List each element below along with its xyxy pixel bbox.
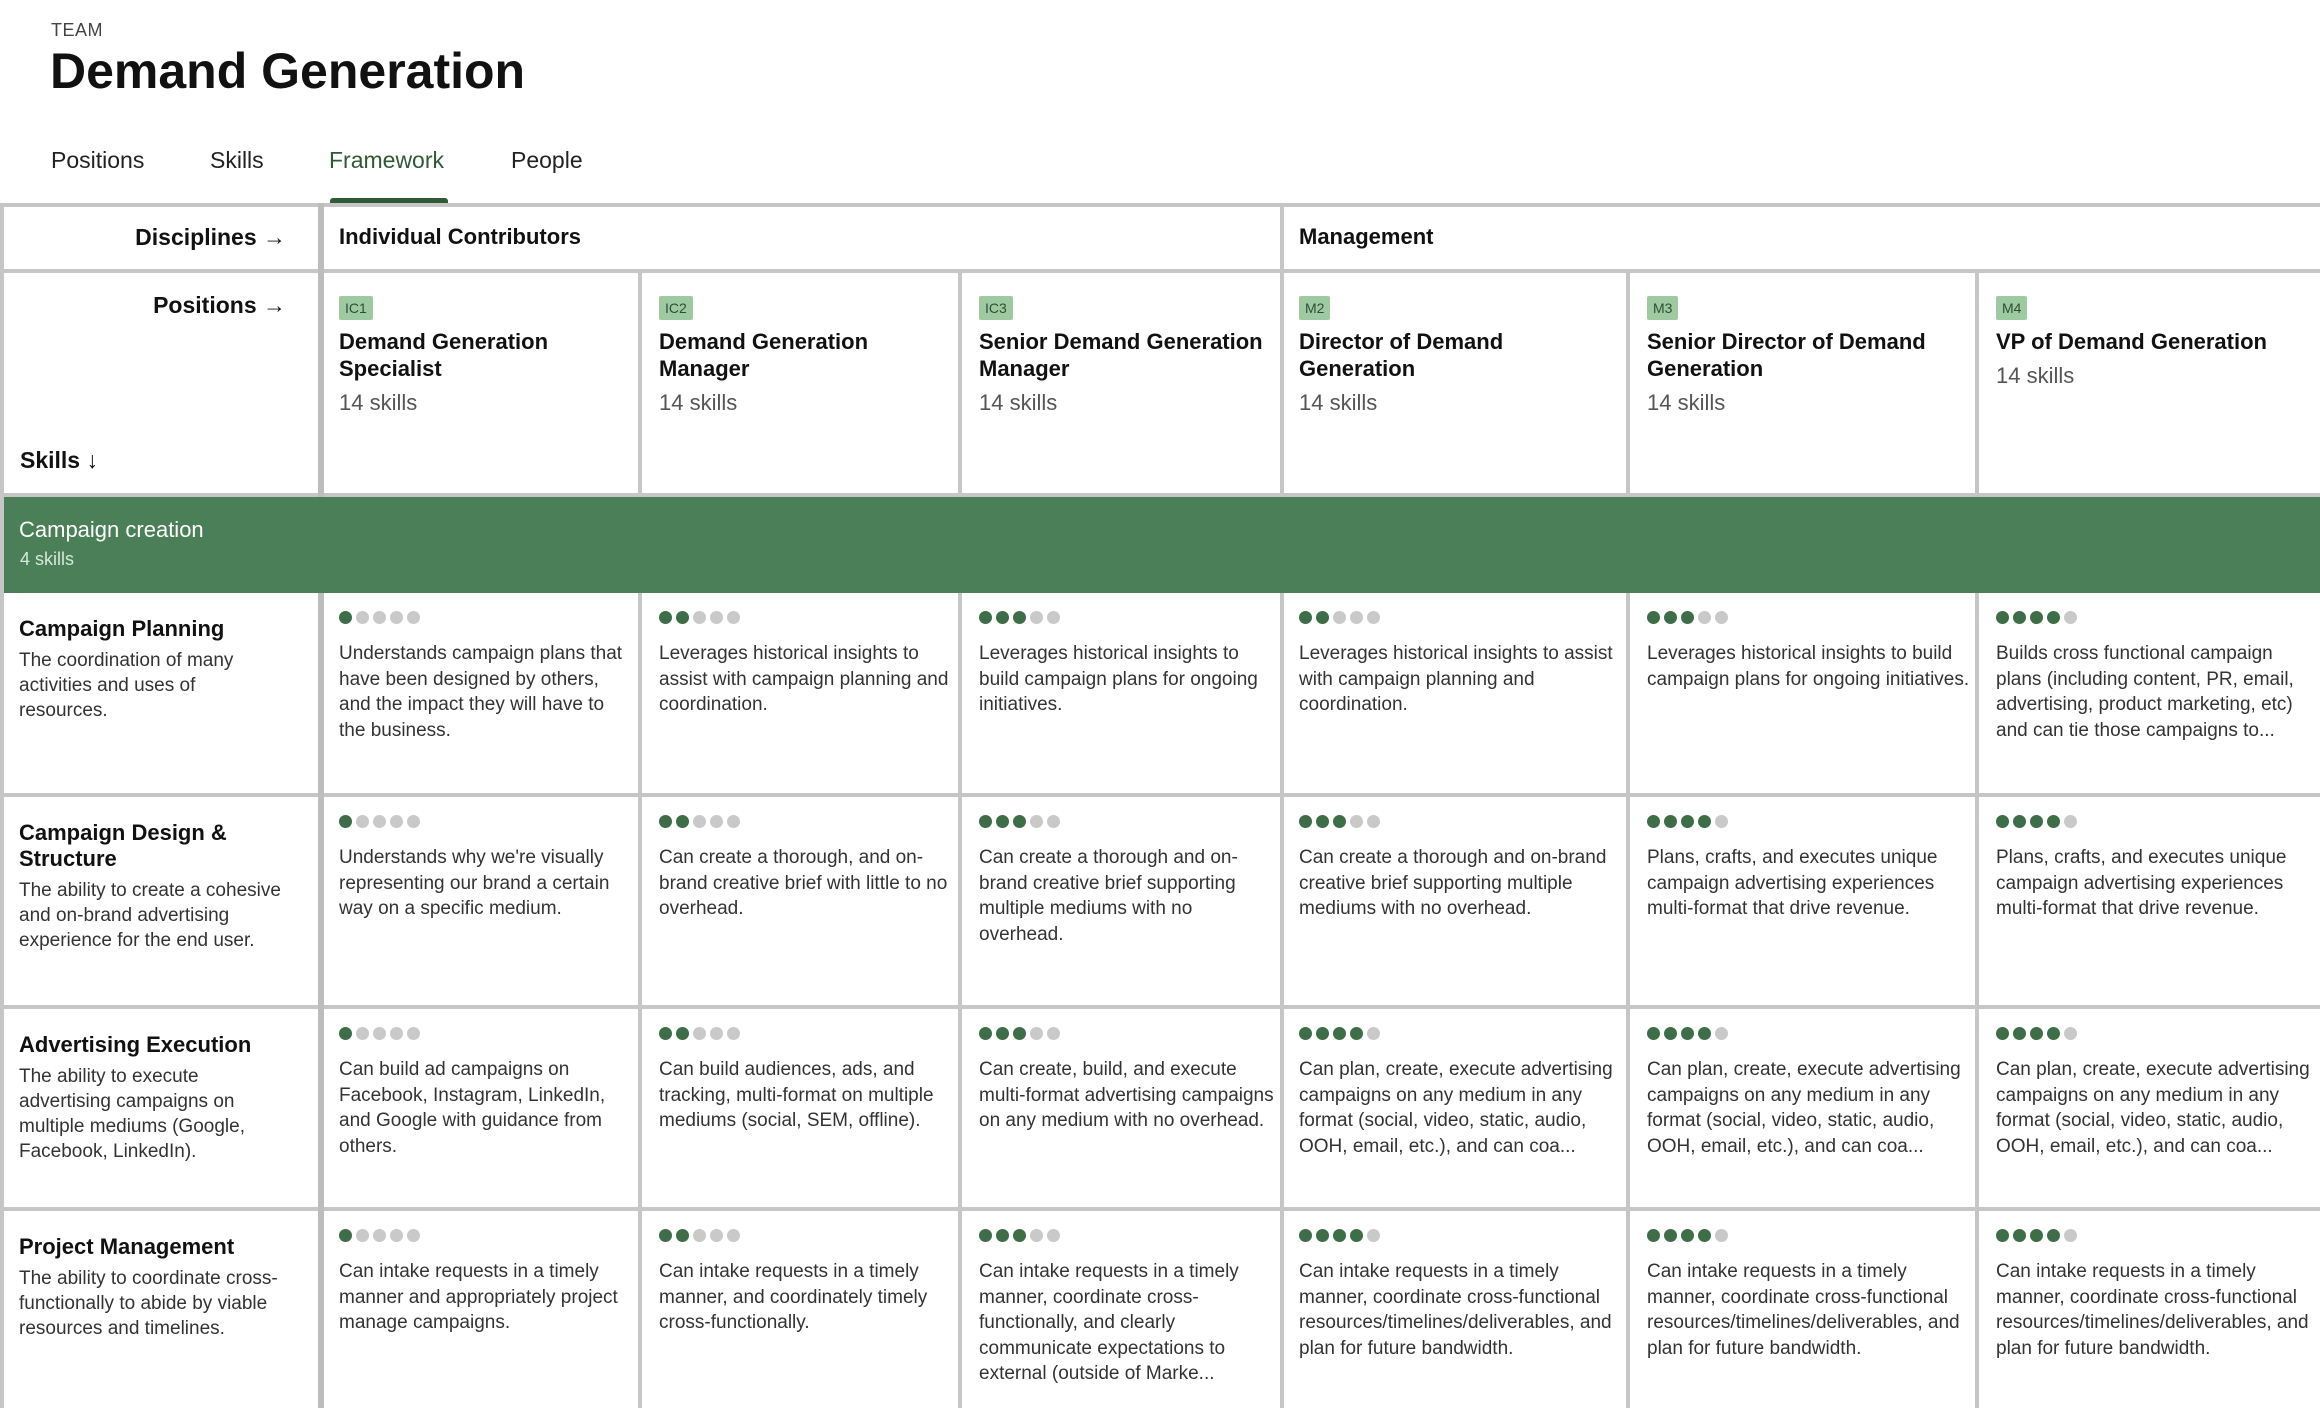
level-dots: [339, 1229, 635, 1245]
skill-row-header[interactable]: [19, 1032, 281, 1204]
level-dot-icon: [979, 1229, 992, 1242]
level-dot-icon: [1333, 1229, 1346, 1242]
level-dot-icon: [1996, 1027, 2009, 1040]
level-description: Can create, build, and execute multi-format advertising campaigns on any medium with no overhead.: [979, 1059, 1274, 1131]
position-header[interactable]: [979, 296, 1269, 476]
level-dots: [979, 611, 1275, 627]
grid-divider: [958, 593, 962, 1408]
level-dot-icon: [1030, 611, 1043, 624]
page-title: Demand Generation: [50, 43, 526, 99]
level-dot-icon: [1350, 611, 1363, 624]
level-dot-icon: [727, 1027, 740, 1040]
level-dot-icon: [1647, 1027, 1660, 1040]
level-description: Can intake requests in a timely manner, coordinate cross-functionally, and clearly communicate expectations to external (outside of Marke...: [979, 1261, 1239, 1384]
level-dot-icon: [2013, 1027, 2026, 1040]
level-dot-icon: [659, 815, 672, 828]
skill-level-cell[interactable]: [659, 611, 955, 789]
level-dot-icon: [2047, 815, 2060, 828]
level-description: Can build audiences, ads, and tracking, multi-format on multiple mediums (social, SEM, offline).: [659, 1059, 934, 1131]
level-dot-icon: [710, 815, 723, 828]
skill-name: Campaign Design & Structure: [19, 820, 227, 871]
level-dot-icon: [693, 611, 706, 624]
level-dot-icon: [1350, 815, 1363, 828]
level-dots: [1299, 1229, 1623, 1245]
skill-level-cell[interactable]: [1647, 1027, 1972, 1203]
position-skill-count: 14 skills: [339, 390, 418, 415]
grid-divider: [0, 1005, 2320, 1009]
position-skill-count: 14 skills: [659, 390, 738, 415]
level-dots: [979, 1027, 1275, 1043]
level-dot-icon: [1013, 611, 1026, 624]
level-dot-icon: [1698, 1229, 1711, 1242]
level-dot-icon: [1367, 815, 1380, 828]
level-dot-icon: [1698, 815, 1711, 828]
level-dot-icon: [1350, 1027, 1363, 1040]
level-dot-icon: [2047, 1027, 2060, 1040]
position-badge: M2: [1299, 296, 1330, 320]
level-dots: [979, 815, 1275, 831]
level-dot-icon: [339, 1027, 352, 1040]
skill-level-cell[interactable]: [659, 815, 955, 1001]
level-dot-icon: [1367, 1027, 1380, 1040]
level-dot-icon: [373, 815, 386, 828]
level-dots: [659, 815, 955, 831]
level-dot-icon: [676, 1027, 689, 1040]
level-dot-icon: [2030, 611, 2043, 624]
level-dot-icon: [710, 1027, 723, 1040]
level-description: Can intake requests in a timely manner and appropriately project manage campaigns.: [339, 1261, 618, 1333]
level-dot-icon: [1316, 815, 1329, 828]
position-badge: M4: [1996, 296, 2027, 320]
level-dot-icon: [710, 611, 723, 624]
level-dot-icon: [356, 1027, 369, 1040]
page-header: [0, 0, 2320, 204]
skill-description: The ability to create a cohesive and on-brand advertising experience for the end user.: [19, 880, 281, 951]
skill-level-cell[interactable]: [1647, 1229, 1972, 1407]
level-description: Plans, crafts, and executes unique campaign advertising experiences multi-format that drive revenue.: [1647, 847, 1938, 919]
level-dot-icon: [1698, 1027, 1711, 1040]
level-dot-icon: [2030, 1229, 2043, 1242]
level-dot-icon: [659, 611, 672, 624]
level-dots: [1996, 1027, 2317, 1043]
level-description: Can intake requests in a timely manner, coordinate cross-functional resources/timelines/deliverables, and plan for future bandwidth.: [1299, 1261, 1612, 1359]
level-dot-icon: [2013, 611, 2026, 624]
level-description: Understands why we're visually representing our brand a certain way on a specific medium.: [339, 847, 610, 919]
level-dot-icon: [373, 1229, 386, 1242]
level-dot-icon: [1047, 815, 1060, 828]
level-dot-icon: [1030, 1027, 1043, 1040]
level-dot-icon: [407, 611, 420, 624]
level-description: Leverages historical insights to assist with campaign planning and coordination.: [659, 643, 949, 715]
skill-level-cell[interactable]: [339, 815, 635, 1001]
level-dot-icon: [1681, 1027, 1694, 1040]
skill-group-count: 4 skills: [20, 549, 75, 569]
level-dot-icon: [1333, 1027, 1346, 1040]
grid-divider: [1280, 269, 1284, 497]
team-label: TEAM: [51, 20, 104, 40]
level-dot-icon: [1681, 815, 1694, 828]
level-dot-icon: [390, 1027, 403, 1040]
level-dots: [1996, 1229, 2317, 1245]
level-dot-icon: [2064, 611, 2077, 624]
skill-row-header[interactable]: [19, 616, 281, 790]
level-description: Leverages historical insights to build campaign plans for ongoing initiatives.: [979, 643, 1258, 715]
level-dot-icon: [390, 1229, 403, 1242]
position-skill-count: 14 skills: [1299, 390, 1378, 415]
skill-level-cell[interactable]: [659, 1229, 955, 1407]
position-header[interactable]: [1996, 296, 2311, 476]
positions-axis-label: Positions →: [153, 292, 286, 318]
level-dot-icon: [1664, 611, 1677, 624]
grid-divider: [1975, 269, 1979, 497]
tab-people[interactable]: People: [511, 147, 583, 173]
position-skill-count: 14 skills: [979, 390, 1058, 415]
skill-level-cell[interactable]: [659, 1027, 955, 1203]
level-dot-icon: [996, 815, 1009, 828]
level-dot-icon: [1316, 1027, 1329, 1040]
position-title: Senior Director of Demand Generation: [1647, 329, 1926, 381]
level-dots: [659, 1027, 955, 1043]
position-title: Senior Demand Generation Manager: [979, 329, 1263, 381]
grid-divider: [0, 203, 4, 1408]
level-dot-icon: [373, 611, 386, 624]
grid-divider: [318, 203, 324, 497]
position-header[interactable]: [1647, 296, 1966, 476]
grid-divider: [958, 269, 962, 497]
level-dot-icon: [2013, 815, 2026, 828]
position-badge: IC3: [979, 296, 1013, 320]
skill-level-cell[interactable]: [1647, 611, 1972, 789]
level-description: Understands campaign plans that have been designed by others, and the impact they will have to the business.: [339, 643, 623, 741]
level-dot-icon: [1367, 1229, 1380, 1242]
position-skill-count: 14 skills: [1647, 390, 1726, 415]
level-dot-icon: [1013, 1027, 1026, 1040]
level-dots: [339, 815, 635, 831]
level-dot-icon: [1698, 611, 1711, 624]
level-dots: [339, 1027, 635, 1043]
level-dot-icon: [2030, 815, 2043, 828]
grid-divider: [1626, 593, 1630, 1408]
grid-divider: [318, 593, 324, 1408]
position-badge: IC2: [659, 296, 693, 320]
level-dot-icon: [676, 815, 689, 828]
level-description: Builds cross functional campaign plans (including content, PR, email, advertising, product marketing, etc) and can tie those campaigns to...: [1996, 643, 2294, 741]
level-dot-icon: [1316, 1229, 1329, 1242]
level-dot-icon: [979, 1027, 992, 1040]
level-dot-icon: [1715, 1027, 1728, 1040]
level-dot-icon: [1715, 815, 1728, 828]
skill-name: Campaign Planning: [19, 616, 225, 641]
skill-level-cell[interactable]: [979, 1229, 1275, 1407]
position-header[interactable]: [339, 296, 629, 476]
level-description: Can create a thorough, and on-brand creative brief with little to no overhead.: [659, 847, 948, 919]
skill-level-cell[interactable]: [1299, 611, 1623, 789]
level-dot-icon: [1030, 815, 1043, 828]
level-dot-icon: [2064, 815, 2077, 828]
position-title: Demand Generation Specialist: [339, 329, 549, 381]
level-dot-icon: [339, 1229, 352, 1242]
position-title: Demand Generation Manager: [659, 329, 869, 381]
tab-skills[interactable]: Skills: [210, 147, 264, 173]
skill-row-header[interactable]: [19, 820, 281, 1002]
skill-level-cell[interactable]: [1996, 1229, 2317, 1407]
level-dots: [1299, 1027, 1623, 1043]
position-skill-count: 14 skills: [1996, 363, 2075, 388]
level-dot-icon: [1647, 815, 1660, 828]
position-title: VP of Demand Generation: [1996, 329, 2267, 354]
skill-description: The ability to coordinate cross-functionally to abide by viable resources and timelines.: [19, 1268, 278, 1339]
level-description: Can build ad campaigns on Facebook, Instagram, LinkedIn, and Google with guidance from others.: [339, 1059, 606, 1157]
level-dot-icon: [390, 815, 403, 828]
skill-level-cell[interactable]: [1647, 815, 1972, 1001]
level-dot-icon: [693, 815, 706, 828]
level-dot-icon: [1047, 1229, 1060, 1242]
level-dot-icon: [2030, 1027, 2043, 1040]
skill-name: Project Management: [19, 1234, 235, 1259]
level-dot-icon: [1047, 1027, 1060, 1040]
level-dot-icon: [1299, 1229, 1312, 1242]
grid-divider: [1975, 593, 1979, 1408]
level-dot-icon: [1013, 815, 1026, 828]
level-dots: [1647, 611, 1972, 627]
level-dot-icon: [727, 815, 740, 828]
level-dot-icon: [1996, 611, 2009, 624]
level-dot-icon: [1681, 611, 1694, 624]
grid-divider: [638, 269, 642, 497]
level-dot-icon: [996, 1027, 1009, 1040]
position-badge: IC1: [339, 296, 373, 320]
skill-name: Advertising Execution: [19, 1032, 252, 1057]
skill-description: The ability to execute advertising campaigns on multiple mediums (Google, Facebook, LinkedIn).: [19, 1066, 245, 1162]
level-dot-icon: [710, 1229, 723, 1242]
level-dot-icon: [1316, 611, 1329, 624]
level-dot-icon: [407, 1229, 420, 1242]
level-description: Can intake requests in a timely manner, and coordinately timely cross-functionally.: [659, 1261, 928, 1333]
level-dot-icon: [1350, 1229, 1363, 1242]
level-dot-icon: [1030, 1229, 1043, 1242]
level-dots: [1996, 815, 2317, 831]
level-dot-icon: [373, 1027, 386, 1040]
skills-axis-label: Skills ↓: [20, 447, 98, 473]
skill-level-cell[interactable]: [339, 1027, 635, 1203]
skill-level-cell[interactable]: [1996, 815, 2317, 1001]
level-description: Can plan, create, execute advertising campaigns on any medium in any format (social, video, static, audio, OOH, email, etc.), and can coa...: [1996, 1059, 2310, 1157]
level-dot-icon: [996, 1229, 1009, 1242]
disciplines-axis-label: Disciplines →: [135, 224, 286, 250]
level-description: Leverages historical insights to build campaign plans for ongoing initiatives.: [1647, 643, 1970, 690]
grid-divider: [638, 593, 642, 1408]
skill-level-cell[interactable]: [1996, 611, 2317, 789]
level-dot-icon: [2013, 1229, 2026, 1242]
level-dots: [979, 1229, 1275, 1245]
skill-description: The coordination of many activities and uses of resources.: [19, 650, 234, 721]
level-dot-icon: [1647, 611, 1660, 624]
tab-framework[interactable]: Framework: [329, 147, 445, 173]
level-description: Can intake requests in a timely manner, coordinate cross-functional resources/timelines/deliverables, and plan for future bandwidth.: [1996, 1261, 2309, 1359]
level-description: Can create a thorough and on-brand creative brief supporting multiple mediums with no overhead.: [1299, 847, 1607, 919]
grid-divider: [0, 203, 2320, 207]
level-dot-icon: [727, 611, 740, 624]
level-dot-icon: [1013, 1229, 1026, 1242]
level-dot-icon: [356, 611, 369, 624]
level-dots: [339, 611, 635, 627]
level-dot-icon: [1715, 1229, 1728, 1242]
level-dot-icon: [1333, 815, 1346, 828]
level-dots: [1996, 611, 2317, 627]
grid-divider: [0, 793, 2320, 797]
tab-bar: [0, 140, 2320, 204]
level-dots: [659, 611, 955, 627]
level-dot-icon: [1664, 1229, 1677, 1242]
level-dot-icon: [1715, 611, 1728, 624]
level-dot-icon: [693, 1229, 706, 1242]
position-title: Director of Demand Generation: [1299, 329, 1504, 381]
level-dot-icon: [676, 1229, 689, 1242]
skill-level-cell[interactable]: [339, 611, 635, 789]
position-header[interactable]: [659, 296, 949, 476]
grid-divider: [0, 493, 2320, 497]
level-dot-icon: [2064, 1229, 2077, 1242]
level-dot-icon: [659, 1229, 672, 1242]
level-dot-icon: [1996, 815, 2009, 828]
grid-divider: [0, 269, 2320, 273]
level-dot-icon: [979, 815, 992, 828]
level-dot-icon: [356, 815, 369, 828]
level-dots: [659, 1229, 955, 1245]
tab-positions[interactable]: Positions: [51, 147, 145, 173]
level-dot-icon: [727, 1229, 740, 1242]
skill-group-campaign-creation[interactable]: [0, 497, 2320, 593]
level-dot-icon: [676, 611, 689, 624]
level-dot-icon: [1681, 1229, 1694, 1242]
level-dot-icon: [996, 611, 1009, 624]
level-dot-icon: [659, 1027, 672, 1040]
skill-level-cell[interactable]: [979, 815, 1275, 1001]
framework-grid: [0, 203, 2320, 1408]
position-header[interactable]: [1299, 296, 1617, 476]
skill-level-cell[interactable]: [1299, 1229, 1623, 1407]
position-badge: M3: [1647, 296, 1678, 320]
level-dot-icon: [339, 611, 352, 624]
level-dots: [1647, 1229, 1972, 1245]
level-dot-icon: [1047, 611, 1060, 624]
level-dot-icon: [1299, 815, 1312, 828]
level-dot-icon: [1299, 1027, 1312, 1040]
skill-row-header[interactable]: [19, 1234, 281, 1408]
level-description: Leverages historical insights to assist with campaign planning and coordination.: [1299, 643, 1613, 715]
level-dot-icon: [1664, 815, 1677, 828]
level-description: Can intake requests in a timely manner, coordinate cross-functional resources/timelines/deliverables, and plan for future bandwidth.: [1647, 1261, 1960, 1359]
skill-level-cell[interactable]: [979, 1027, 1275, 1203]
level-dots: [1299, 815, 1623, 831]
skill-level-cell[interactable]: [1996, 1027, 2317, 1203]
level-dots: [1299, 611, 1623, 627]
discipline-management: Management: [1299, 224, 1434, 249]
level-dot-icon: [1996, 1229, 2009, 1242]
grid-divider: [1280, 593, 1284, 1408]
level-dot-icon: [979, 611, 992, 624]
level-dot-icon: [693, 1027, 706, 1040]
discipline-individual-contributors: Individual Contributors: [339, 224, 581, 249]
level-description: Plans, crafts, and executes unique campaign advertising experiences multi-format that drive revenue.: [1996, 847, 2287, 919]
level-description: Can plan, create, execute advertising campaigns on any medium in any format (social, video, static, audio, OOH, email, etc.), and can coa...: [1647, 1059, 1961, 1157]
skill-level-cell[interactable]: [339, 1229, 635, 1407]
level-dot-icon: [390, 611, 403, 624]
level-dot-icon: [1367, 611, 1380, 624]
level-dot-icon: [339, 815, 352, 828]
level-dot-icon: [1647, 1229, 1660, 1242]
level-description: Can plan, create, execute advertising campaigns on any medium in any format (social, video, static, audio, OOH, email, etc.), and can coa...: [1299, 1059, 1613, 1157]
level-dot-icon: [407, 815, 420, 828]
level-dot-icon: [2047, 1229, 2060, 1242]
level-dot-icon: [1299, 611, 1312, 624]
level-description: Can create a thorough and on-brand creative brief supporting multiple mediums with no overhead.: [979, 847, 1238, 945]
grid-divider: [0, 1207, 2320, 1211]
skill-level-cell[interactable]: [1299, 1027, 1623, 1203]
level-dots: [1647, 1027, 1972, 1043]
level-dot-icon: [2064, 1027, 2077, 1040]
level-dots: [1647, 815, 1972, 831]
grid-divider: [1626, 269, 1630, 497]
level-dot-icon: [1664, 1027, 1677, 1040]
skill-level-cell[interactable]: [979, 611, 1275, 789]
level-dot-icon: [407, 1027, 420, 1040]
level-dot-icon: [356, 1229, 369, 1242]
skill-level-cell[interactable]: [1299, 815, 1623, 1001]
level-dot-icon: [1333, 611, 1346, 624]
skill-group-name: Campaign creation: [19, 517, 204, 542]
level-dot-icon: [2047, 611, 2060, 624]
